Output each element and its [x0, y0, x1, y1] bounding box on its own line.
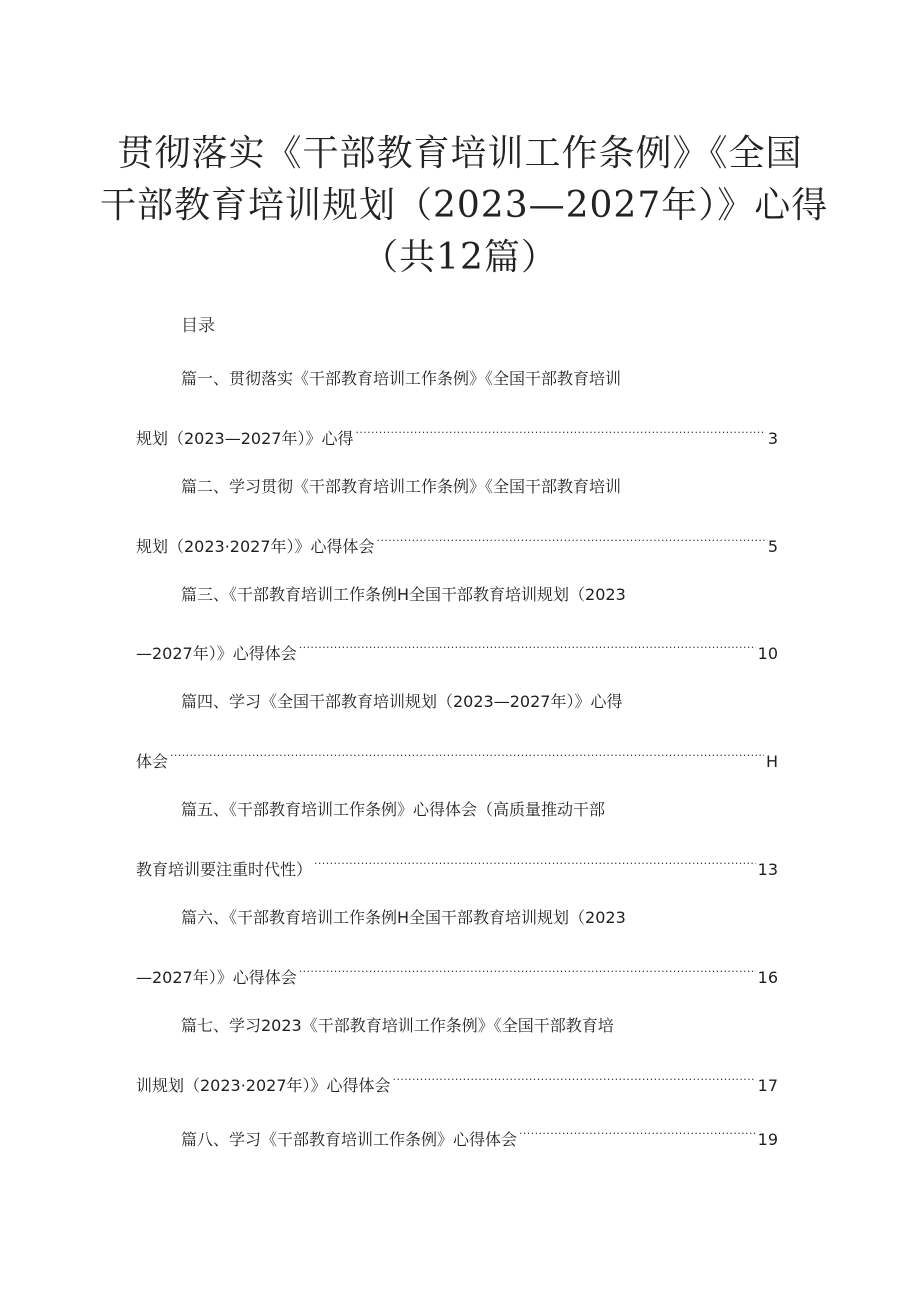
toc-entry-text: 规划（2023·2027年）》心得体会: [136, 537, 375, 556]
toc-page-number: 10: [757, 644, 778, 663]
toc-entry-text: 规划（2023—2027年）》心得: [136, 429, 354, 448]
toc-entry-text: —2027年）》心得体会: [136, 644, 297, 663]
toc-entry-7-line-2[interactable]: [136, 1069, 778, 1097]
toc-entry-text: 篇八、学习《干部教育培训工作条例》心得体会: [181, 1130, 518, 1149]
toc-entry-8[interactable]: [181, 1123, 778, 1151]
toc-entry-7-line-1[interactable]: 篇七、学习2023《干部教育培训工作条例》《全国干部教育培: [181, 1016, 614, 1035]
toc-page-number: 13: [757, 860, 778, 879]
toc-entry-6-line-1[interactable]: 篇六、《干部教育培训工作条例H全国干部教育培训规划（2023: [181, 908, 626, 927]
dot-leader: [377, 530, 766, 552]
toc-entry-text: 训规划（2023·2027年）》心得体会: [136, 1076, 391, 1095]
toc-page-number: 16: [757, 968, 778, 987]
dot-leader: [170, 745, 764, 767]
dot-leader: [519, 1123, 756, 1145]
toc-heading: 目录: [181, 316, 215, 336]
toc-entry-text: 体会: [136, 752, 169, 771]
toc-entry-4-line-2[interactable]: [136, 745, 778, 773]
toc-entry-2-line-2[interactable]: [136, 530, 778, 558]
toc-entry-3-line-1[interactable]: 篇三、《干部教育培训工作条例H全国干部教育培训规划（2023: [181, 585, 626, 604]
toc-entry-1-line-1[interactable]: 篇一、贯彻落实《干部教育培训工作条例》《全国干部教育培训: [181, 369, 622, 388]
toc-page-number: 3: [767, 429, 778, 448]
dot-leader: [314, 853, 756, 875]
toc-entry-text: 教育培训要注重时代性）: [136, 860, 313, 879]
toc-page-number: 17: [757, 1076, 778, 1095]
toc-entry-6-line-2[interactable]: [136, 961, 778, 989]
toc-entry-1-line-2[interactable]: [136, 422, 778, 450]
toc-entry-5-line-1[interactable]: 篇五、《干部教育培训工作条例》心得体会（高质量推动干部: [181, 800, 606, 819]
toc-entry-3-line-2[interactable]: [136, 637, 778, 665]
title-line-1: 贯彻落实《干部教育培训工作条例》《全国: [117, 133, 803, 174]
toc-entry-2-line-1[interactable]: 篇二、学习贯彻《干部教育培训工作条例》《全国干部教育培训: [181, 477, 622, 496]
toc-entry-text: —2027年）》心得体会: [136, 968, 297, 987]
dot-leader: [355, 422, 765, 444]
title-line-3: （共12篇）: [362, 237, 558, 278]
toc-entry-5-line-2[interactable]: [136, 853, 778, 881]
toc-entry-4-line-1[interactable]: 篇四、学习《全国干部教育培训规划（2023—2027年）》心得: [181, 692, 623, 711]
dot-leader: [299, 637, 756, 659]
dot-leader: [299, 961, 756, 983]
toc-page-number: H: [765, 752, 778, 771]
title-line-2: 干部教育培训规划（2023—2027年）》心得: [100, 185, 829, 226]
toc-page-number: 19: [757, 1130, 778, 1149]
dot-leader: [393, 1069, 756, 1091]
toc-page-number: 5: [767, 537, 778, 556]
